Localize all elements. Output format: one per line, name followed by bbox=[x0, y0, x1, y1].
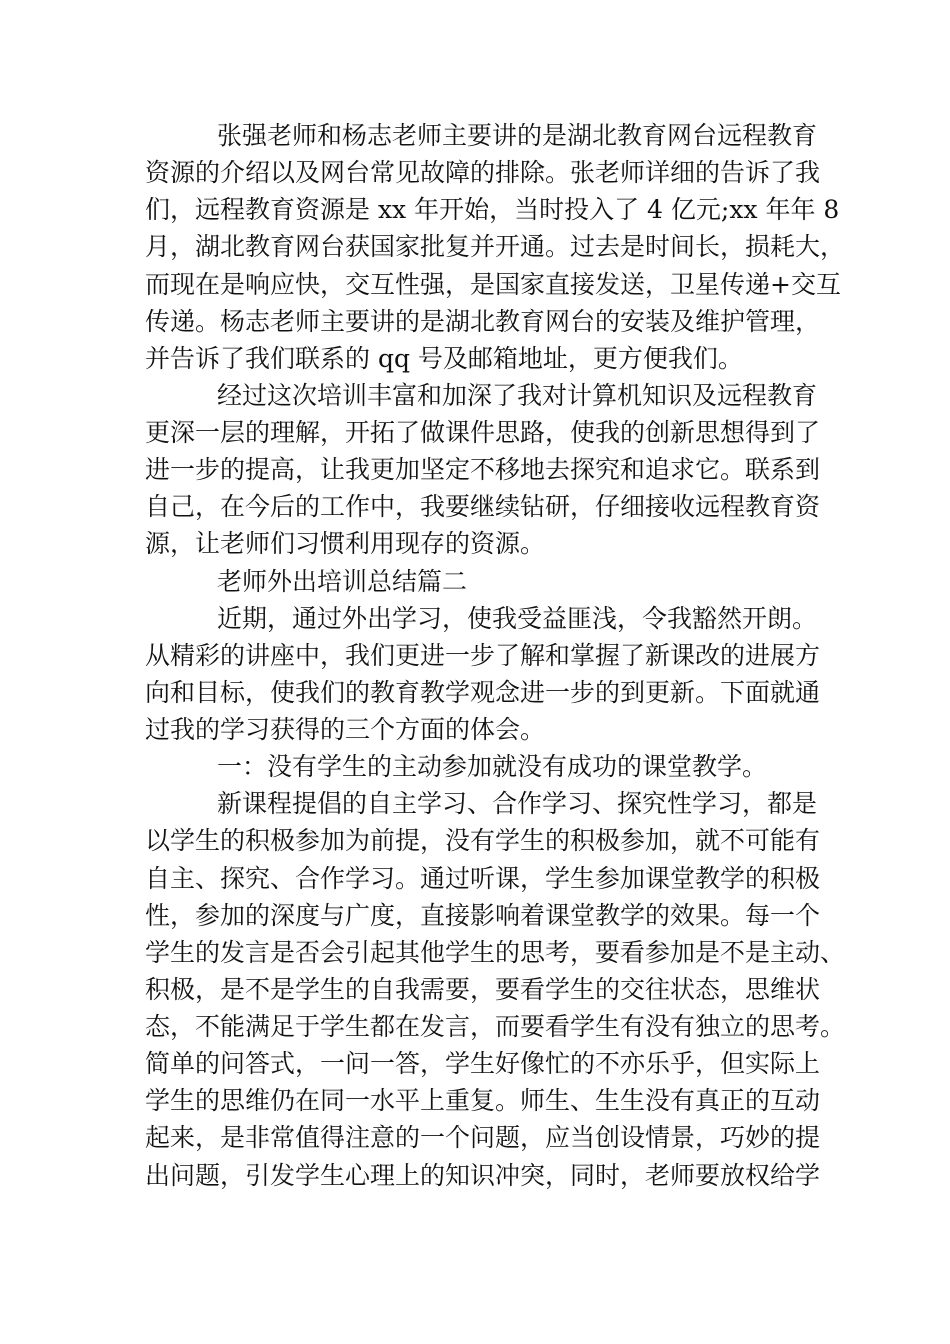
text-line: 向和目标，使我们的教育教学观念进一步的到更新。下面就通 bbox=[145, 677, 821, 707]
text-line: 积极，是不是学生的自我需要，要看学生的交往状态，思维状 bbox=[145, 974, 821, 1004]
document-body bbox=[145, 118, 846, 1195]
text-line: 进一步的提高，让我更加坚定不移地去探究和追求它。联系到 bbox=[145, 455, 821, 485]
section-heading: 老师外出培训总结篇二 bbox=[217, 566, 468, 596]
text-line: 学生的发言是否会引起其他学生的思考，要看参加是不是主动、 bbox=[145, 937, 846, 967]
text-line: 源，让老师们习惯利用现存的资源。 bbox=[145, 529, 546, 559]
text-line: 们，远程教育资源是 xx 年开始，当时投入了 4 亿元;xx 年年 8 bbox=[145, 195, 840, 225]
text-line: 近期，通过外出学习，使我受益匪浅，令我豁然开朗。 bbox=[217, 603, 818, 633]
text-line: 从精彩的讲座中，我们更进一步了解和掌握了新课改的进展方 bbox=[145, 640, 821, 670]
text-line: 起来，是非常值得注意的一个问题，应当创设情景，巧妙的提 bbox=[145, 1123, 821, 1153]
text-line: 月，湖北教育网台获国家批复并开通。过去是时间长，损耗大， bbox=[145, 232, 846, 262]
text-line: 新课程提倡的自主学习、合作学习、探究性学习，都是 bbox=[217, 789, 818, 819]
subsection-heading: 一：没有学生的主动参加就没有成功的课堂教学。 bbox=[217, 752, 768, 782]
text-line: 经过这次培训丰富和加深了我对计算机知识及远程教育 bbox=[217, 380, 818, 410]
text-line: 自主、探究、合作学习。通过听课，学生参加课堂教学的积极 bbox=[145, 863, 821, 893]
text-line: 而现在是响应快，交互性强，是国家直接发送，卫星传递+交互 bbox=[145, 269, 841, 299]
text-line: 并告诉了我们联系的 qq 号及邮箱地址，更方便我们。 bbox=[145, 343, 743, 373]
text-line: 资源的介绍以及网台常见故障的排除。张老师详细的告诉了我 bbox=[145, 158, 821, 188]
text-line: 过我的学习获得的三个方面的体会。 bbox=[145, 715, 546, 744]
text-line: 态，不能满足于学生都在发言，而要看学生有没有独立的思考。 bbox=[145, 1012, 846, 1041]
text-line: 张强老师和杨志老师主要讲的是湖北教育网台远程教育 bbox=[217, 121, 818, 150]
text-line: 传递。杨志老师主要讲的是湖北教育网台的安装及维护管理， bbox=[145, 306, 821, 336]
text-line: 性，参加的深度与广度，直接影响着课堂教学的效果。每一个 bbox=[145, 900, 821, 930]
text-line: 简单的问答式，一问一答，学生好像忙的不亦乐乎，但实际上 bbox=[145, 1049, 821, 1079]
text-line: 自己，在今后的工作中，我要继续钻研，仔细接收远程教育资 bbox=[145, 492, 821, 522]
text-line: 更深一层的理解，开拓了做课件思路，使我的创新思想得到了 bbox=[145, 418, 821, 447]
text-line: 学生的思维仍在同一水平上重复。师生、生生没有真正的互动 bbox=[145, 1086, 821, 1116]
text-line: 以学生的积极参加为前提，没有学生的积极参加，就不可能有 bbox=[145, 826, 821, 856]
text-line: 出问题，引发学生心理上的知识冲突，同时，老师要放权给学 bbox=[145, 1160, 821, 1190]
